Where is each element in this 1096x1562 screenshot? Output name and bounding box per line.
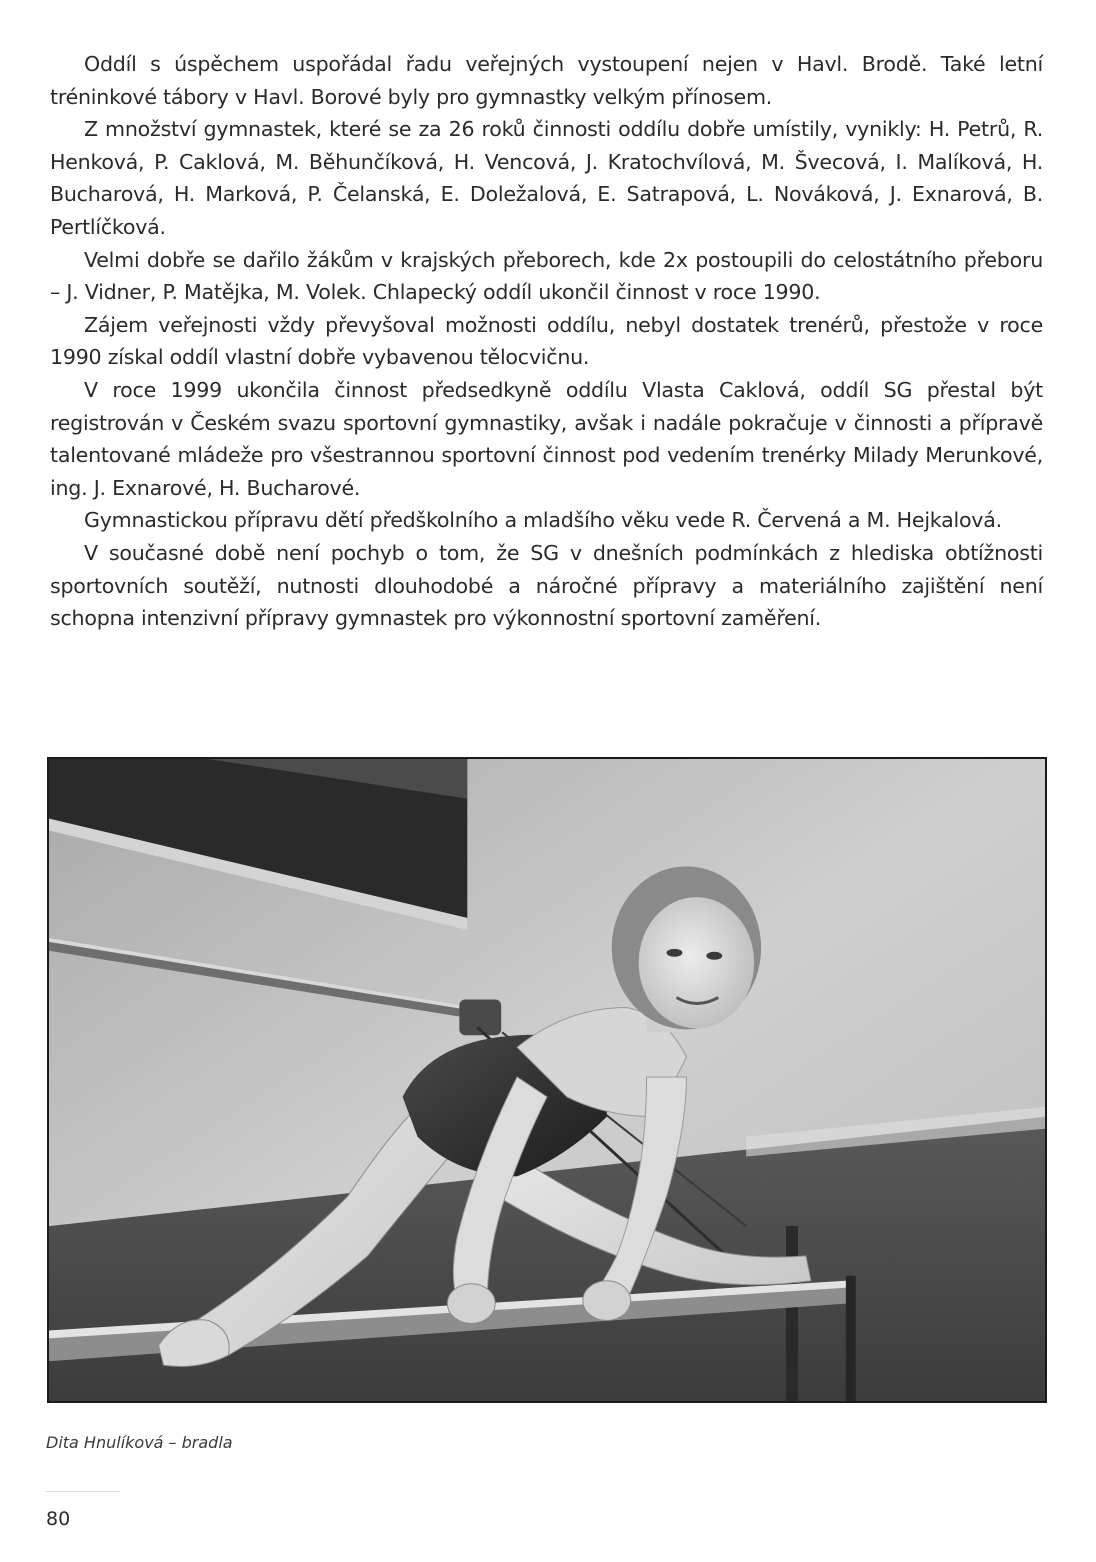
paragraph-5: V roce 1999 ukončila činnost předsedkyně oddílu Vlasta Caklová, oddíl SG přestal být registrován v Českém svazu sportovní gymnastiky, avšak i nadále pokračuje v činnosti a přípravě talentované mládeže pro všestrannou sportovní činnost pod vedením trenérky Milady Merunkové, ing. J. Exnarové, H. Bucharové. [50,377,1043,500]
body-text [50,48,1043,635]
paragraph-6: Gymnastickou přípravu dětí předškolního a mladšího věku vede R. Červená a M. Hejkalová. [84,508,1002,533]
paragraph-7: V současné době není pochyb o tom, že SG v dnešních podmínkách z hlediska obtížnosti sportovních soutěží, nutnosti dlouhodobé a náročné přípravy a materiálního zajištění není schopna intenzivní přípravy gymnastek pro výkonnostní sportovní zaměření. [50,540,1043,631]
paragraph-2: Z množství gymnastek, které se za 26 roků činnosti oddílu dobře umístily, vynikly: H. Petrů, R. Henková, P. Caklová, M. Běhunčíková, H. Vencová, J. Kratochvílová, M. Švecová, I. Malíková, H. Bucharová, H. Marková, P. Čelanská, E. Doležalová, E. Satrapová, L. Nováková, J. Exnarová, B. Pertlíčková. [50,117,1043,239]
photo-illustration [49,759,1045,1401]
photo-caption: Dita Hnulíková – bradla [46,1433,233,1452]
paragraph-4: Zájem veřejnosti vždy převyšoval možnosti oddílu, nebyl dostatek trenérů, přestože v roce 1990 získal oddíl vlastní dobře vybavenou tělocvičnu. [50,312,1043,370]
photo-gymnast [47,757,1047,1403]
paragraph-3: Velmi dobře se dařilo žákům v krajských přeborech, kde 2x postoupili do celostátního přeboru – J. Vidner, P. Matějka, M. Volek. Chlapecký oddíl ukončil činnost v roce 1990. [50,247,1043,305]
page-number: 80 [46,1508,71,1530]
paragraph-1: Oddíl s úspěchem uspořádal řadu veřejných vystoupení nejen v Havl. Brodě. Také letní tréninkové tábory v Havl. Borové byly pro gymnastky velkým přínosem. [50,52,1043,109]
footer-divider [46,1491,120,1492]
